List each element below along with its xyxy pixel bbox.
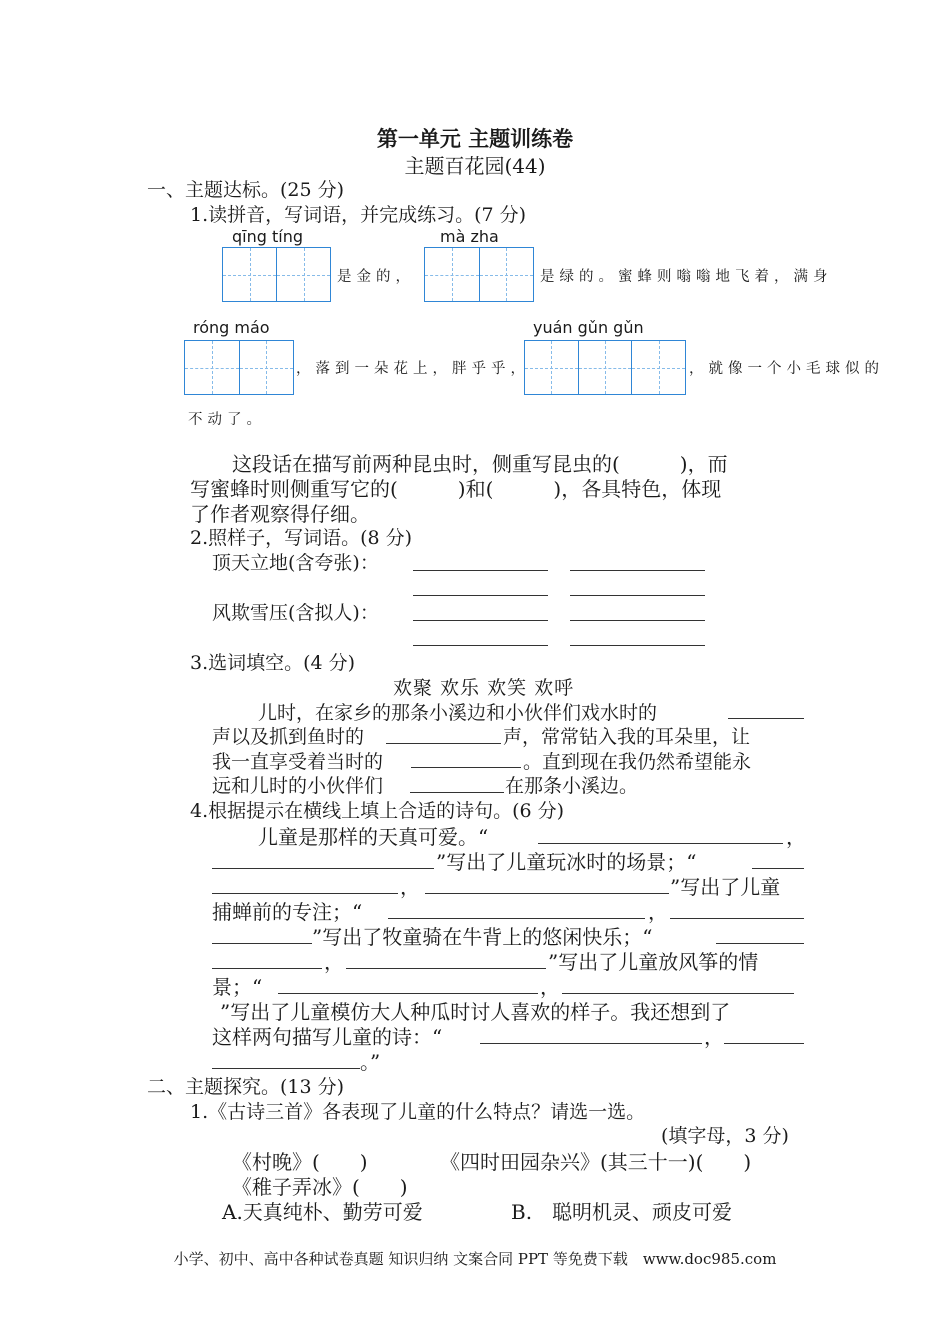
q3-line3a: 我一直享受着当时的 xyxy=(212,751,384,773)
pinyin-qingting: qīng tíng xyxy=(232,227,303,246)
poem-blank[interactable] xyxy=(562,993,794,994)
q4-line1: 儿童是那样的天真可爱。“ xyxy=(258,825,489,849)
q3-options: 欢聚 欢乐 欢笑 欢呼 xyxy=(393,677,575,699)
q4-line8: ”写出了儿童模仿大人种瓜时讨人喜欢的样子。我还想到了 xyxy=(220,1000,731,1024)
fill-blank[interactable] xyxy=(728,718,804,719)
writing-box-rongmao[interactable] xyxy=(184,340,294,395)
q1-text-d: ，就像一个小毛球似的 xyxy=(689,361,884,377)
pinyin-yuangungun: yuán gǔn gǔn xyxy=(533,318,644,337)
poem-blank[interactable] xyxy=(388,918,645,919)
q1-para-line1: 这段话在描写前两种昆虫时，侧重写昆虫的( )，而 xyxy=(232,452,728,476)
poem-blank[interactable] xyxy=(212,893,398,894)
answer-line[interactable] xyxy=(570,620,705,621)
answer-line[interactable] xyxy=(570,595,705,596)
q4-line1-comma: ， xyxy=(786,825,806,849)
section1-heading: 一、主题达标。(25 分) xyxy=(147,179,345,201)
writing-box-mazha[interactable] xyxy=(424,247,534,302)
poem-blank[interactable] xyxy=(724,1043,804,1044)
option-b: B. 聪明机灵、顽皮可爱 xyxy=(511,1200,733,1224)
poem-blank[interactable] xyxy=(752,868,804,869)
q3-line2b: 声，常常钻入我的耳朵里，让 xyxy=(503,726,751,748)
q4-line9-comma: ， xyxy=(704,1025,724,1049)
q2-example1: 顶天立地(含夸张)： xyxy=(212,552,379,574)
poem-blank[interactable] xyxy=(346,968,546,969)
answer-line[interactable] xyxy=(413,595,548,596)
poem-cunwan: 《村晚》( ) xyxy=(232,1150,368,1174)
poem-blank[interactable] xyxy=(538,843,783,844)
page-title: 第一单元 主题训练卷 xyxy=(376,126,574,151)
poem-blank[interactable] xyxy=(212,868,434,869)
s2-q1-heading: 1.《古诗三首》各表现了儿童的什么特点？请选一选。 xyxy=(190,1101,646,1123)
poem-blank[interactable] xyxy=(425,893,669,894)
answer-line[interactable] xyxy=(570,645,705,646)
poem-blank[interactable] xyxy=(480,1043,702,1044)
writing-box-yuangungun[interactable] xyxy=(524,340,686,395)
q4-line3: ”写出了儿童 xyxy=(670,875,781,899)
q3-line4a: 远和儿时的小伙伴们 xyxy=(212,775,384,797)
q4-line3-comma: ， xyxy=(400,875,420,899)
q3-heading: 3.选词填空。(4 分) xyxy=(190,652,356,674)
q3-line4b: 在那条小溪边。 xyxy=(505,775,639,797)
poem-zhizi: 《稚子弄冰》( ) xyxy=(232,1175,408,1199)
q3-line1: 儿时，在家乡的那条小溪边和小伙伴们戏水时的 xyxy=(258,702,658,724)
writing-box-qingting[interactable] xyxy=(222,247,331,302)
q1-para-line3: 了作者观察得仔细。 xyxy=(190,502,370,526)
q1-text-e: 不动了。 xyxy=(188,412,266,428)
poem-blank[interactable] xyxy=(212,1068,360,1069)
pinyin-mazha: mà zha xyxy=(440,227,499,246)
q3-line3b: 。直到现在我仍然希望能永 xyxy=(523,751,752,773)
q4-line6-comma: ， xyxy=(324,950,344,974)
q4-line4-comma: ， xyxy=(648,900,668,924)
q4-line5: ”写出了牧童骑在牛背上的悠闲快乐；“ xyxy=(312,925,653,949)
fill-blank[interactable] xyxy=(411,767,521,768)
section2-heading: 二、主题探究。(13 分) xyxy=(147,1076,345,1098)
s2-q1-note: (填字母，3 分) xyxy=(661,1125,789,1147)
poem-blank[interactable] xyxy=(716,943,804,944)
poem-blank[interactable] xyxy=(212,943,312,944)
q3-line2a: 声以及抓到鱼时的 xyxy=(212,726,365,748)
page-subtitle: 主题百花园(44) xyxy=(404,154,546,178)
poem-blank[interactable] xyxy=(670,918,804,919)
q4-line7: 景；“ xyxy=(212,975,263,999)
q1-heading: 1.读拼音，写词语，并完成练习。(7 分) xyxy=(190,204,527,226)
option-a: A.天真纯朴、勤劳可爱 xyxy=(222,1200,423,1224)
q1-para-line2: 写蜜蜂时则侧重写它的( )和( )，各具特色，体现 xyxy=(190,477,722,501)
q2-heading: 2.照样子，写词语。(8 分) xyxy=(190,527,413,549)
answer-line[interactable] xyxy=(570,570,705,571)
poem-blank[interactable] xyxy=(212,968,322,969)
q1-text-b: 是绿的。蜜蜂则嗡嗡地飞着，满身 xyxy=(540,269,833,285)
poem-sishi: 《四时田园杂兴》(其三十一)( ) xyxy=(440,1150,752,1174)
footer-text: 小学、初中、高中各种试卷真题 知识归纳 文案合同 PPT 等免费下载 www.doc985.com xyxy=(173,1250,777,1268)
answer-line[interactable] xyxy=(413,620,548,621)
answer-line[interactable] xyxy=(413,645,548,646)
q4-line7-comma: ， xyxy=(540,975,560,999)
q4-line10: 。” xyxy=(360,1050,381,1074)
fill-blank[interactable] xyxy=(386,743,501,744)
q4-line9: 这样两句描写儿童的诗：“ xyxy=(212,1025,443,1049)
q1-text-a: 是金的， xyxy=(337,269,415,285)
q4-line6: ”写出了儿童放风筝的情 xyxy=(548,950,759,974)
q4-line4: 捕蝉前的专注；“ xyxy=(212,900,363,924)
pinyin-rongmao: róng máo xyxy=(193,318,270,337)
poem-blank[interactable] xyxy=(278,993,538,994)
fill-blank[interactable] xyxy=(410,792,504,793)
q2-example2: 风欺雪压(含拟人)： xyxy=(212,602,379,624)
q1-text-c: ，落到一朵花上，胖乎乎， xyxy=(296,361,530,377)
q4-line2: ”写出了儿童玩冰时的场景；“ xyxy=(436,850,697,874)
answer-line[interactable] xyxy=(413,570,548,571)
q4-heading: 4.根据提示在横线上填上合适的诗句。(6 分) xyxy=(190,800,565,822)
